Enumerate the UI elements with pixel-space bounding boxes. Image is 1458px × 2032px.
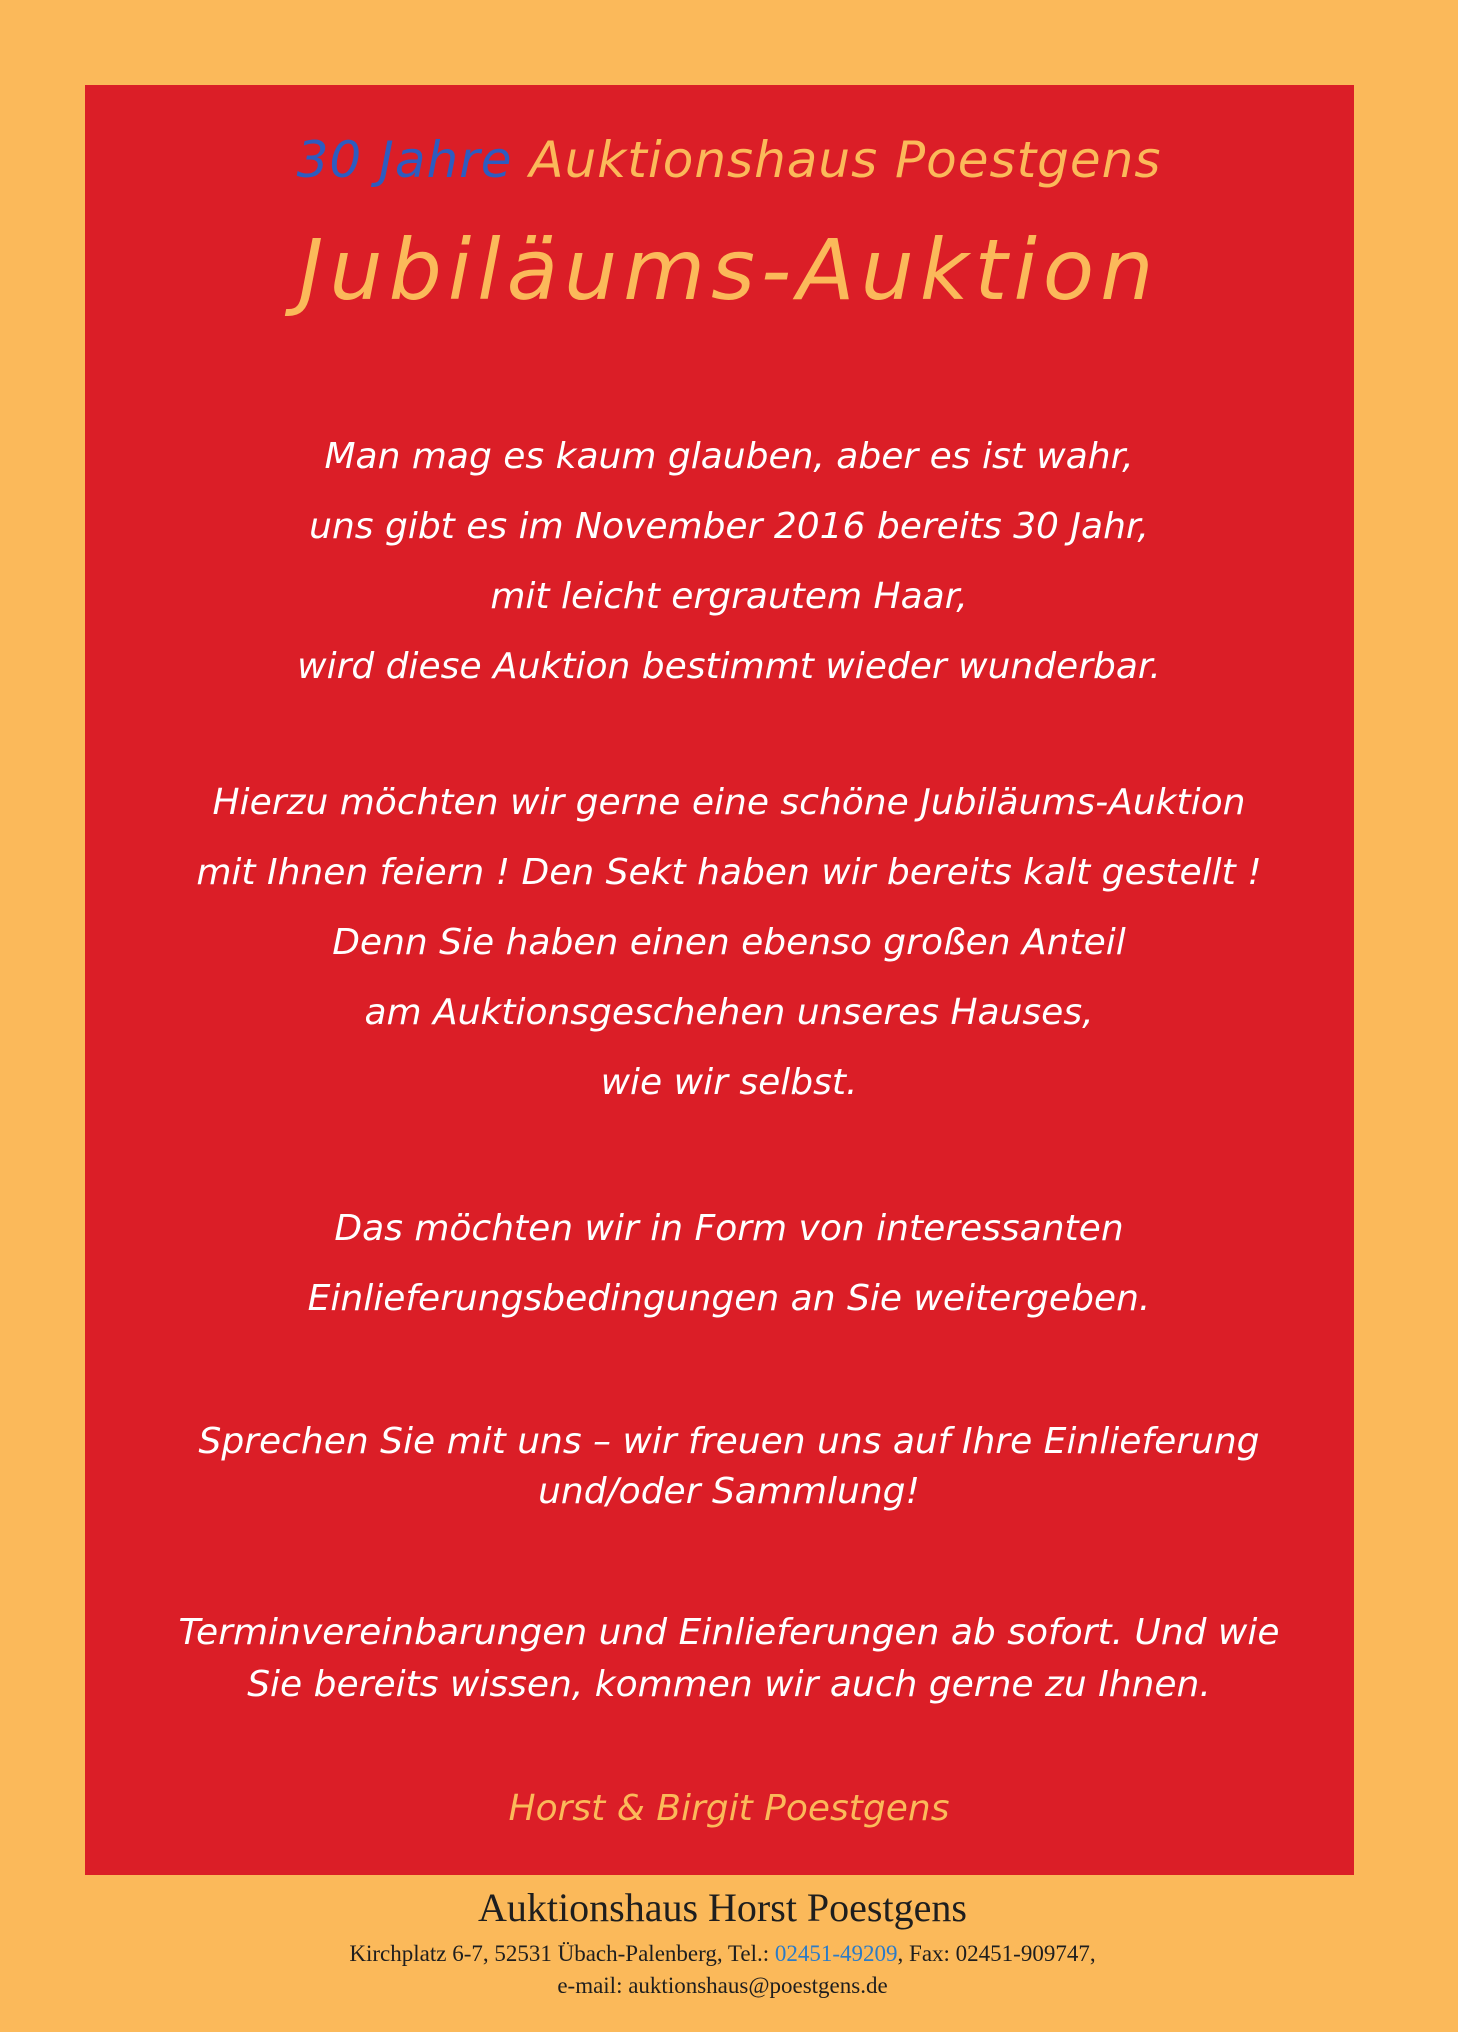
text-line: mit leicht ergrautem Haar, xyxy=(490,576,968,617)
text-line: Einlieferungsbedingungen an Sie weitergeben. xyxy=(307,1278,1151,1319)
text-line: wird diese Auktion bestimmt wieder wunderbar. xyxy=(297,646,1161,687)
text-line: Sie bereits wissen, kommen wir auch gerne zu Ihnen. xyxy=(247,1664,1211,1705)
phone-link[interactable]: 02451-49209 xyxy=(774,1941,898,1966)
paragraph-intro xyxy=(0,422,1458,702)
text-line: wie wir selbst. xyxy=(600,1062,858,1103)
footer-email: e-mail: auktionshaus@poestgens.de xyxy=(557,1973,888,1998)
text-line: am Auktionsgeschehen unseres Hauses, xyxy=(364,992,1094,1033)
text-line: Terminvereinbarungen und Einlieferungen ab sofort. Und wie xyxy=(178,1612,1280,1653)
text-line: und/oder Sammlung! xyxy=(538,1471,920,1512)
signature: Horst & Birgit Poestgens xyxy=(508,1788,950,1829)
paragraph-contact xyxy=(0,1417,1458,1517)
paragraph-conditions xyxy=(0,1194,1458,1334)
footer-company-name: Auktionshaus Horst Poestgens xyxy=(478,1885,967,1930)
fax-text: , Fax: 02451-909747, xyxy=(897,1941,1096,1966)
anniversary-header xyxy=(0,130,1458,190)
paragraph-appointments xyxy=(0,1607,1458,1711)
footer-address xyxy=(0,1938,1445,1970)
text-line: Denn Sie haben einen ebenso großen Anteil xyxy=(332,922,1126,963)
page-title: Jubiläums-Auktion xyxy=(298,221,1160,319)
text-line: Das möchten wir in Form von interessanten xyxy=(334,1208,1124,1249)
text-line: Sprechen Sie mit uns – wir freuen uns auf Ihre Einlieferung xyxy=(198,1421,1260,1462)
text-line: Hierzu möchten wir gerne eine schöne Jubiläums-Auktion xyxy=(212,782,1246,823)
auction-house-name: Auktionshaus Poestgens xyxy=(529,131,1162,189)
text-line: Man mag es kaum glauben, aber es ist wahr, xyxy=(324,436,1134,477)
text-line: uns gibt es im November 2016 bereits 30 Jahr, xyxy=(309,506,1149,547)
paragraph-celebration xyxy=(0,768,1458,1118)
anniversary-years: 30 Jahre xyxy=(296,131,513,189)
address-text: Kirchplatz 6-7, 52531 Übach-Palenberg, Tel.: xyxy=(349,1941,775,1966)
text-line: mit Ihnen feiern ! Den Sekt haben wir bereits kalt gestellt ! xyxy=(196,852,1262,893)
